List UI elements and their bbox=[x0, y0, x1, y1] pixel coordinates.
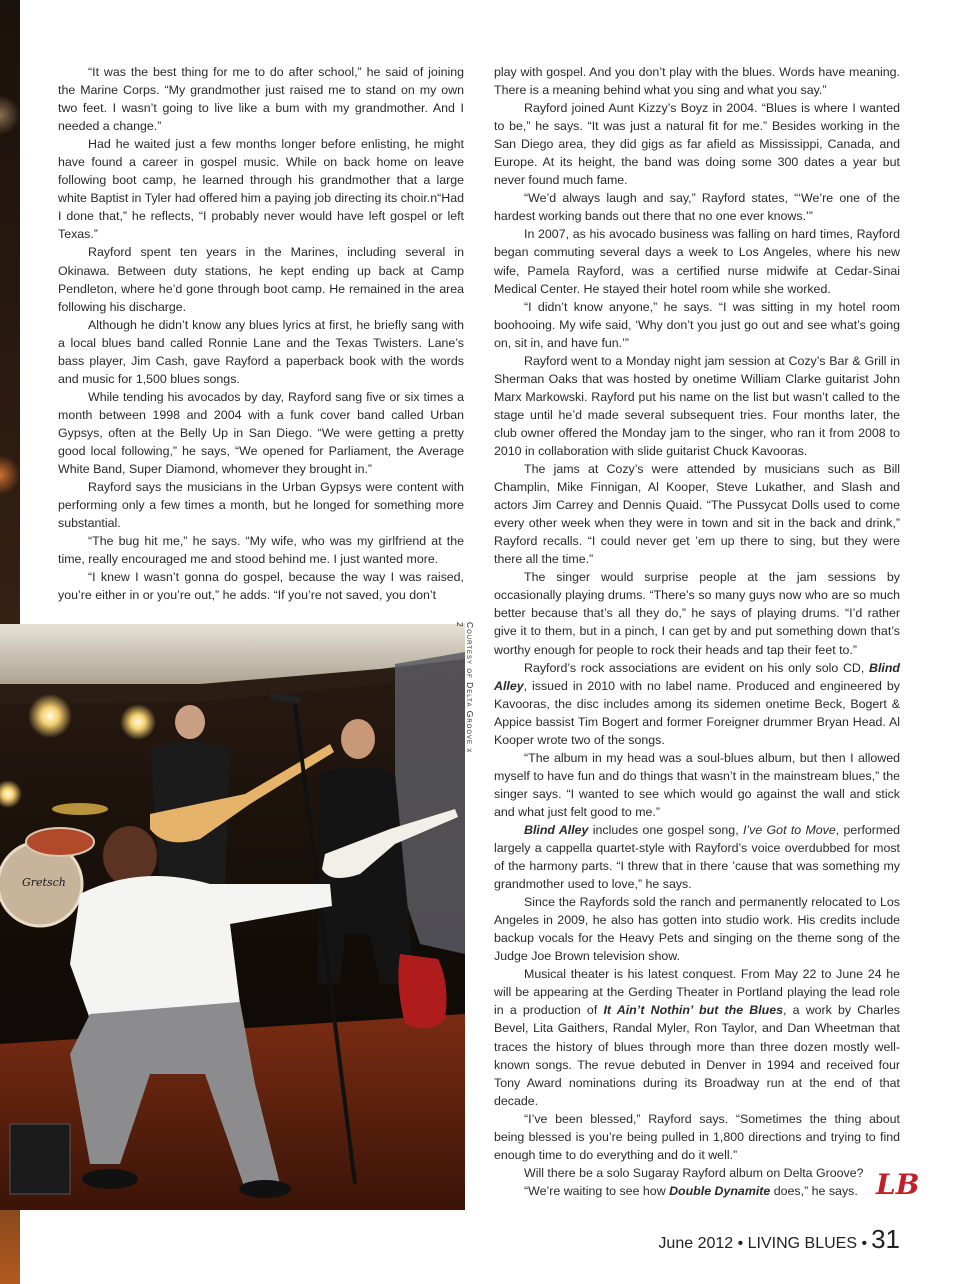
left-paragraph: Rayford says the musicians in the Urban Gypsys were content with performing only a few times a month, but he longed for something more substantial. bbox=[58, 480, 464, 531]
cymbal bbox=[52, 803, 108, 815]
page-number: 31 bbox=[871, 1224, 900, 1254]
album-title: Double Dynamite bbox=[669, 1183, 771, 1198]
song-title: I’ve Got to Move bbox=[742, 822, 836, 837]
text-run: , a work by Charles Bevel, Lita Gaithers, Randal Myler, Ron Taylor, and Dan Wheetman that traces the history of blues through more than three dozen mostly well-known songs. The revue debuted in Denver in 1994 and received four Tony Award nominations during its Broadway run at the end of that decade. bbox=[494, 1003, 901, 1108]
left-paragraph: “It was the best thing for me to do after school,” he said of joining the Marine Corps. “My grandmother just raised me to stand on my own two feet. I wasn’t going to live like a bum with my grandmother. And I needed a change.” bbox=[58, 65, 464, 134]
text-run: includes one gospel song, bbox=[588, 822, 743, 837]
snare-drum bbox=[26, 828, 94, 856]
left-text-column bbox=[58, 63, 464, 604]
right-paragraph: “The album in my head was a soul-blues album, but then I allowed myself to have fun and do things that wasn’t in the mainstream blues,” the singer says. “I wanted to see which would go against the wall and stick and what just felt good to me.” bbox=[494, 750, 900, 819]
concert-photo bbox=[0, 624, 465, 1210]
right-paragraph: The singer would surprise people at the jam sessions by occasionally playing drums. “There’s so many guys now who are so much better because that’s all they do,” he says of playing drums. “I’d rather give it to them, but in a pinch, I can get by and put something down that’s worthy enough for people to rock their heads and tap their feet to.” bbox=[494, 570, 900, 657]
left-paragraph: While tending his avocados by day, Rayford sang five or six times a month between 1998 and 2004 with a funk cover band called Urban Gypsys, often at the Belly Up in San Diego. “We were getting a pretty good local following,” he says, “We opened for Parliament, the Average White Band, Super Diamond, whomever they brought in.” bbox=[58, 389, 464, 477]
logo-text: LB bbox=[876, 1168, 920, 1201]
stage-light bbox=[28, 694, 72, 738]
right-text-column bbox=[494, 63, 900, 1200]
text-run: , performed largely a cappella quartet-style with Rayford’s voice overdubbed for most of the harmony parts. “I threw that in there ’cause that was something my grandmother used to love,” he says. bbox=[494, 822, 901, 892]
right-paragraph bbox=[494, 1182, 900, 1200]
text-run: Musical theater is his latest conquest. From May 22 to June 24 he will be appearing at the Gerding Theater in Portland playing the lead role in a production of bbox=[494, 967, 900, 1018]
issue-line: June 2012 • LIVING BLUES • bbox=[658, 1235, 868, 1252]
left-paragraph: Although he didn’t know any blues lyrics at first, he briefly sang with a local blues band called Ronnie Lane and the Texas Twisters. Lane’s bass player, Jim Cash, gave Rayford a paperback book with the words and music for 1,500 blues songs. bbox=[58, 317, 464, 386]
show-title: It Ain’t Nothin’ but the Blues bbox=[603, 1003, 784, 1018]
bassist-head bbox=[175, 705, 205, 739]
stage-light bbox=[120, 704, 156, 740]
right-paragraph: play with gospel. And you don’t play with the blues. Words have meaning. There is a meaning behind what you sing and what you say.” bbox=[494, 65, 900, 98]
text-run: “We’re waiting to see how bbox=[524, 1183, 670, 1198]
right-paragraph: In 2007, as his avocado business was falling on hard times, Rayford began commuting several days a week to Los Angeles, where his new wife, Pamela Rayford, was a certified nurse midwife at Cedar-Sinai Medical Center. He stayed their hotel room while she worked. bbox=[494, 227, 900, 296]
left-paragraph: Had he waited just a few months longer before enlisting, he might have found a career in gospel music. While on back home on leave following boot camp, he learned through his grandmother that a large white Baptist in Tyler had offered him a paying job directing its choir.n“Had I done that,” he reflects, “I probably never would have left gospel or left Texas.” bbox=[58, 137, 464, 242]
text-run: Rayford’s rock associations are evident on his only solo CD, bbox=[524, 660, 870, 675]
right-paragraph: Will there be a solo Sugaray Rayford album on Delta Groove? bbox=[524, 1165, 864, 1180]
singer-shoe bbox=[239, 1180, 291, 1198]
album-title: Blind Alley bbox=[524, 822, 589, 837]
right-paragraph: “I didn’t know anyone,” he says. “I was sitting in my hotel room boohooing. My wife said, ‘Why don’t you just go out and see what’s going on, sit in, and have fun.’” bbox=[494, 299, 900, 350]
microphone bbox=[270, 696, 300, 700]
photo-credit: Courtesy of Delta Groove x 2 bbox=[455, 622, 475, 754]
living-blues-logo bbox=[876, 1162, 920, 1204]
right-paragraph: The jams at Cozy’s were attended by musicians such as Bill Champlin, Mike Finnigan, Al Kooper, Steve Lukather, and Slash and actors Jim Carrey and Dennis Quaid. “The Pussycat Dolls used to come every other week when they were in town and sit in the back and drink,” Rayford recalls. “I could never get ’em up there to sing, but they were there all the time.” bbox=[494, 462, 900, 567]
amplifier bbox=[10, 1124, 70, 1194]
album-title: Blind Alley bbox=[494, 660, 900, 693]
right-paragraph bbox=[494, 965, 900, 1109]
red-guitar bbox=[398, 954, 446, 1028]
left-paragraph: “The bug hit me,” he says. “My wife, who was my girlfriend at the time, really encouraged me and stood behind me. I just wanted more. bbox=[58, 534, 464, 567]
text-run: does,” he says. bbox=[770, 1183, 858, 1198]
right-paragraph bbox=[494, 821, 900, 893]
right-paragraph: Rayford went to a Monday night jam session at Cozy’s Bar & Grill in Sherman Oaks that was hosted by onetime William Clarke guitarist John Marx Markowski. Rayford put his name on the list but wasn’t called to the stage until he’d made several subsequent tries. Four months later, the club owner offered the Monday jam to the singer, who ran it from 2008 to 2010 in collaboration with slide guitarist Chuck Kavooras. bbox=[494, 353, 900, 458]
right-paragraph: Since the Rayfords sold the ranch and permanently relocated to Los Angeles in 2009, he also has gotten into studio work. His credits include backup vocals for the Heavy Pets and singing on the theme song of the Judge Joe Brown television show. bbox=[494, 895, 900, 964]
text-run: , issued in 2010 with no label name. Produced and engineered by Kavooras, the disc includes among its sidemen onetime Beck, Bogert & Appice bassist Tim Bogert and former Foreigner drummer Bryan Head. Al Kooper wrote two of the songs. bbox=[494, 678, 900, 747]
right-paragraph: “We’d always laugh and say,” Rayford states, “‘We’re one of the hardest working bands out there that no one ever knows.’” bbox=[494, 191, 900, 224]
guitarist-head bbox=[341, 719, 375, 759]
edge-light-2 bbox=[0, 455, 20, 495]
right-paragraph: Rayford joined Aunt Kizzy’s Boyz in 2004. “Blues is where I wanted to be,” he says. “It was just a natural fit for me.” Besides working in the San Diego area, they did gigs as far afield as Mississippi, Canada, and Europe. At its height, the band was doing some 300 dates a year but never found much fame. bbox=[494, 101, 900, 188]
right-paragraph: “I’ve been blessed,” Rayford says. “Sometimes the thing about being blessed is you’re being pulled in 1,800 directions and trying to find enough time to do everything and do it well.” bbox=[494, 1111, 900, 1162]
page-footer bbox=[658, 1224, 900, 1255]
left-paragraph: Rayford spent ten years in the Marines, including several in Okinawa. Between duty stations, he kept ending up back at Camp Pendleton, where he’d gone through boot camp. He remained in the area following his discharge. bbox=[58, 245, 464, 314]
right-paragraph bbox=[494, 659, 900, 749]
drum-brand-text: Gretsch bbox=[22, 876, 66, 889]
edge-light-1 bbox=[0, 95, 20, 135]
left-paragraph: “I knew I wasn’t gonna do gospel, because the way I was raised, you’re either in or you’re out,” he adds. “If you’re not saved, you don’t bbox=[58, 570, 464, 603]
singer-shoe bbox=[82, 1169, 138, 1189]
